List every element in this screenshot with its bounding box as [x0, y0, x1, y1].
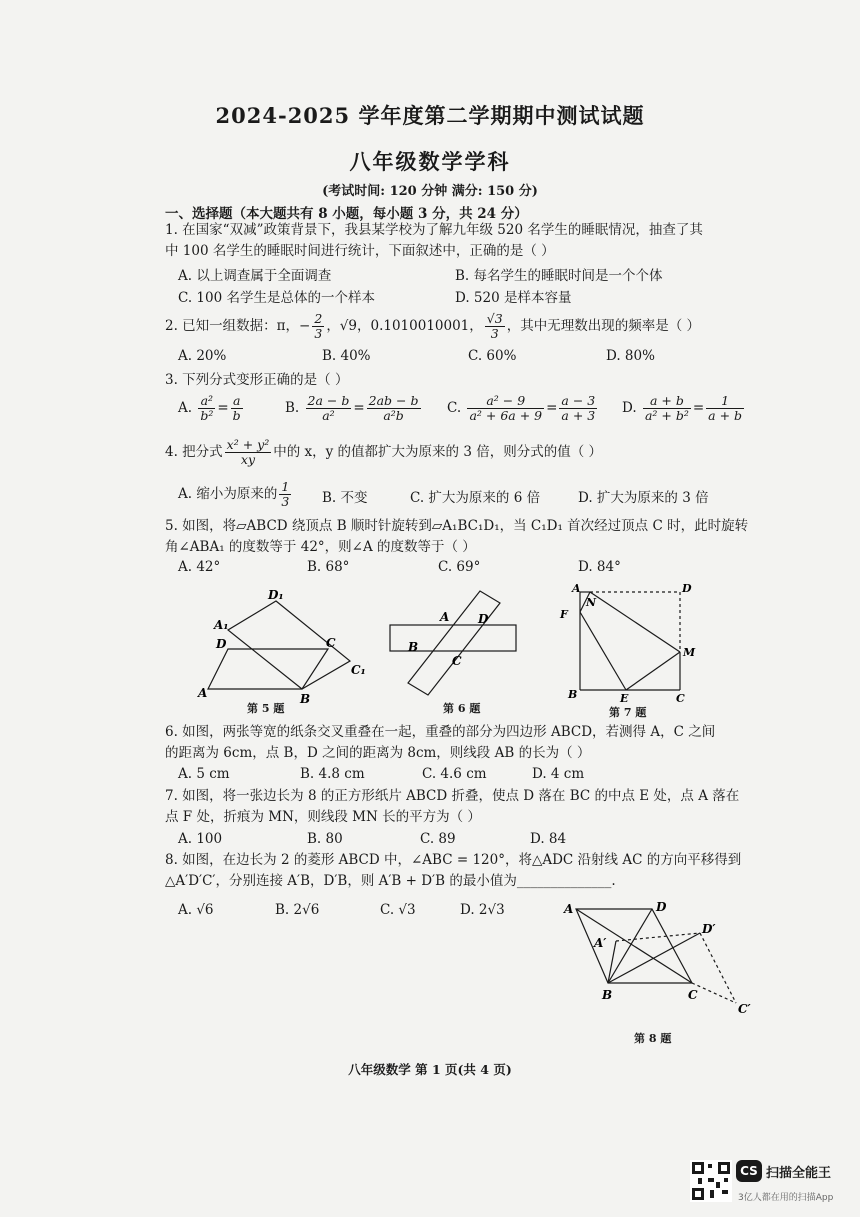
fig7-label-c: C — [676, 692, 685, 705]
q4-a-frac — [279, 480, 291, 509]
fig7-label-e: E — [620, 692, 629, 705]
q3-a-right-den: b — [232, 408, 241, 423]
q3-a-right — [231, 394, 243, 423]
q3-a-eq: = — [217, 400, 229, 416]
q4-frac — [225, 438, 272, 467]
q1-option-b: B. 每名学生的睡眠时间是一个个体 — [455, 268, 663, 284]
q3-c-right-den: a + 3 — [561, 408, 596, 423]
q3-b-left-den: a² — [322, 408, 335, 423]
question-1-line2: 中 100 名学生的睡眠时间进行统计，下面叙述中，正确的是（ ） — [165, 243, 555, 259]
q2-option-c: C. 60% — [468, 348, 517, 364]
exam-info: (考试时间: 120 分钟 满分: 150 分) — [322, 184, 538, 199]
fig7-line-fe — [580, 612, 626, 690]
q3-option-b — [285, 394, 423, 423]
figure-7 — [556, 582, 696, 707]
q2-frac2 — [485, 312, 505, 341]
q3-b-left-num: 2a − b — [307, 393, 350, 408]
q3-a-left-num: a² — [198, 394, 215, 409]
q6-option-d: D. 4 cm — [532, 766, 585, 782]
q2-frac1-num: 2 — [314, 311, 323, 326]
fig6-diagonal-strip — [408, 591, 500, 695]
fig7-label-b: B — [568, 688, 578, 701]
q3-b-right — [367, 394, 421, 423]
q4-suffix: 中的 x，y 的值都扩大为原来的 3 倍，则分式的值（ ） — [273, 444, 603, 460]
fig8-segment-cc2 — [692, 983, 736, 1003]
q4-option-c: C. 扩大为原来的 6 倍 — [410, 490, 541, 506]
question-7 — [165, 786, 750, 828]
fig8-label-c: C — [688, 988, 698, 1002]
figure-6-caption: 第 6 题 — [443, 702, 481, 715]
q3-a-label: A. — [178, 400, 193, 416]
q3-d-right — [706, 394, 744, 423]
question-7-line1: 7. 如图，将一张边长为 8 的正方形纸片 ABCD 折叠，使点 D 落在 BC 的中点 E 处，点 A 落在 — [165, 788, 740, 804]
q3-option-c — [447, 394, 599, 423]
fig5-label-c: C — [326, 636, 336, 650]
q4-option-b: B. 不变 — [322, 490, 368, 506]
q5-option-a: A. 42° — [178, 559, 221, 575]
camscanner-logo-icon: CS — [736, 1160, 762, 1182]
figure-5 — [196, 585, 376, 715]
q3-d-eq: = — [692, 400, 705, 416]
q5-option-c: C. 69° — [438, 559, 481, 575]
q4-option-d: D. 扩大为原来的 3 倍 — [578, 490, 709, 506]
qr-code-icon — [690, 1160, 732, 1202]
q3-b-left — [306, 394, 352, 423]
question-5-line1: 5. 如图，将▱ABCD 绕顶点 B 顺时针旋转到▱A₁BC₁D₁，当 C₁D₁ 首次经过顶点 C 时，此时旋转 — [165, 518, 749, 534]
fig5-label-b: B — [300, 692, 311, 706]
figure-6 — [384, 585, 524, 700]
fig7-fold-mn — [590, 592, 680, 652]
q3-b-right-num: 2ab − b — [368, 393, 419, 408]
fig6-label-c: C — [452, 654, 462, 668]
section-heading: 一、选择题（本大题共有 8 小题，每小题 3 分，共 24 分） — [165, 206, 528, 222]
q5-option-d: D. 84° — [578, 559, 621, 575]
q8-option-a: A. √6 — [178, 902, 214, 918]
fig7-label-d: D — [682, 582, 692, 595]
fig8-label-d2: D′ — [702, 922, 716, 936]
q3-c-left-num: a² − 9 — [467, 394, 544, 409]
fig8-label-d: D — [656, 900, 667, 914]
fig8-label-b: B — [602, 988, 613, 1002]
q2-frac1 — [312, 312, 324, 341]
fig8-label-a: A — [564, 902, 574, 916]
q7-option-d: D. 84 — [530, 831, 567, 847]
q4-prefix: 4. 把分式 — [165, 444, 223, 460]
fig6-label-d: D — [478, 612, 489, 626]
q8-option-b: B. 2√6 — [275, 902, 320, 918]
fig5-label-d1: D₁ — [268, 588, 284, 602]
fig8-segment-d2c2 — [700, 933, 736, 1003]
question-4 — [165, 438, 750, 467]
q7-option-b: B. 80 — [307, 831, 343, 847]
q4-frac-num: x² + y² — [226, 437, 270, 452]
question-1 — [165, 220, 750, 262]
q1-option-d: D. 520 是样本容量 — [455, 290, 572, 306]
fig5-label-c1: C₁ — [351, 663, 366, 677]
q3-c-eq: = — [546, 400, 558, 416]
q4-frac-den: xy — [240, 452, 256, 467]
q3-c-right — [559, 394, 597, 423]
fig7-label-n: N — [586, 596, 597, 609]
fig7-label-f: F — [560, 608, 568, 621]
q6-option-a: A. 5 cm — [178, 766, 230, 782]
page-footer: 八年级数学 第 1 页(共 4 页) — [348, 1062, 512, 1077]
q1-option-a: A. 以上调查属于全面调查 — [178, 268, 332, 284]
q3-d-left-den: a² + b² — [644, 408, 689, 423]
q4-a-prefix: A. 缩小为原来的 — [178, 486, 278, 502]
q3-c-left — [467, 394, 544, 423]
q2-option-d: D. 80% — [606, 348, 655, 364]
q3-b-eq: = — [353, 400, 365, 416]
subject-title: 八年级数学学科 — [349, 149, 511, 174]
q5-option-b: B. 68° — [307, 559, 350, 575]
fig8-label-c2: C′ — [738, 1002, 751, 1016]
q3-d-right-num: 1 — [706, 394, 744, 409]
question-2 — [165, 312, 750, 341]
q2-option-b: B. 40% — [322, 348, 371, 364]
fig6-label-a: A — [440, 610, 450, 624]
q2-frac1-den: 3 — [314, 326, 323, 341]
fig8-label-a2: A′ — [594, 936, 607, 950]
q3-c-right-num: a − 3 — [561, 393, 596, 408]
question-5 — [165, 516, 750, 558]
q8-option-c: C. √3 — [380, 902, 416, 918]
q3-c-left-den: a² + 6a + 9 — [469, 408, 543, 423]
fig5-label-d: D — [216, 637, 227, 651]
question-1-line1: 1. 在国家“双减”政策背景下，我县某学校为了解九年级 520 名学生的睡眠情况，抽查了其 — [165, 222, 703, 238]
fig5-label-a1: A₁ — [214, 618, 229, 632]
figure-5-caption: 第 5 题 — [247, 702, 285, 715]
q3-option-d — [622, 394, 746, 423]
q3-d-right-den: a + b — [708, 408, 743, 423]
q2-suffix: ，其中无理数出现的频率是（ ） — [506, 318, 700, 334]
question-8-line2: △A′D′C′，分别连接 A′B，D′B，则 A′B + D′B 的最小值为______________. — [165, 873, 616, 889]
q4-a-frac-den: 3 — [281, 494, 290, 509]
q3-b-right-den: a²b — [383, 408, 404, 423]
q4-a-frac-num: 1 — [281, 479, 290, 494]
q6-option-c: C. 4.6 cm — [422, 766, 487, 782]
question-3: 3. 下列分式变形正确的是（ ） — [165, 372, 349, 388]
q3-d-left — [643, 394, 691, 423]
question-8-line1: 8. 如图，在边长为 2 的菱形 ABCD 中，∠ABC = 120°，将△ADC 沿射线 AC 的方向平移得到 — [165, 852, 742, 868]
q8-option-d: D. 2√3 — [460, 902, 505, 918]
fig5-parallelogram-abcd — [208, 649, 328, 689]
q3-c-label: C. — [447, 400, 462, 416]
q7-option-c: C. 89 — [420, 831, 456, 847]
fig7-line-em — [626, 652, 680, 690]
question-7-line2: 点 F 处，折痕为 MN，则线段 MN 长的平方为（ ） — [165, 809, 481, 825]
q4-option-a — [178, 480, 293, 509]
figure-8-caption: 第 8 题 — [634, 1032, 672, 1045]
q3-a-right-num: a — [231, 394, 243, 409]
camscanner-tagline: 3亿人都在用的扫描App — [738, 1193, 834, 1203]
figure-8 — [556, 895, 756, 1025]
q3-a-left-den: b² — [200, 408, 214, 423]
camscanner-name: 扫描全能王 — [766, 1166, 832, 1181]
q2-prefix: 2. 已知一组数据：π，− — [165, 318, 311, 334]
question-6-line1: 6. 如图，两张等宽的纸条交叉重叠在一起，重叠的部分为四边形 ABCD，若测得 A，C 之间 — [165, 724, 716, 740]
q3-a-left — [198, 394, 215, 423]
q2-frac2-num: √3 — [486, 311, 503, 326]
question-5-line2: 角∠ABA₁ 的度数等于 42°，则∠A 的度数等于（ ） — [165, 539, 476, 555]
question-8 — [165, 850, 750, 892]
q2-mid: ，√9，0.1010010001， — [326, 318, 483, 334]
q2-option-a: A. 20% — [178, 348, 227, 364]
fig5-label-a: A — [198, 686, 208, 700]
q3-d-left-num: a + b — [643, 394, 691, 409]
q3-d-label: D. — [622, 400, 637, 416]
question-6 — [165, 722, 750, 764]
question-6-line2: 的距离为 6cm，点 B，D 之间的距离为 8cm，则线段 AB 的长为（ ） — [165, 745, 591, 761]
q6-option-b: B. 4.8 cm — [300, 766, 365, 782]
q2-frac2-den: 3 — [490, 326, 499, 341]
q1-option-c: C. 100 名学生是总体的一个样本 — [178, 290, 375, 306]
q3-option-a — [178, 394, 245, 423]
exam-title: 2024-2025 学年度第二学期期中测试试题 — [215, 103, 645, 128]
q3-b-label: B. — [285, 400, 300, 416]
q7-option-a: A. 100 — [178, 831, 223, 847]
fig7-label-a: A — [572, 582, 581, 595]
fig8-segment-bd2 — [608, 933, 700, 983]
figure-7-caption: 第 7 题 — [609, 706, 647, 719]
fig6-label-b: B — [408, 640, 419, 654]
fig7-label-m: M — [683, 646, 696, 659]
